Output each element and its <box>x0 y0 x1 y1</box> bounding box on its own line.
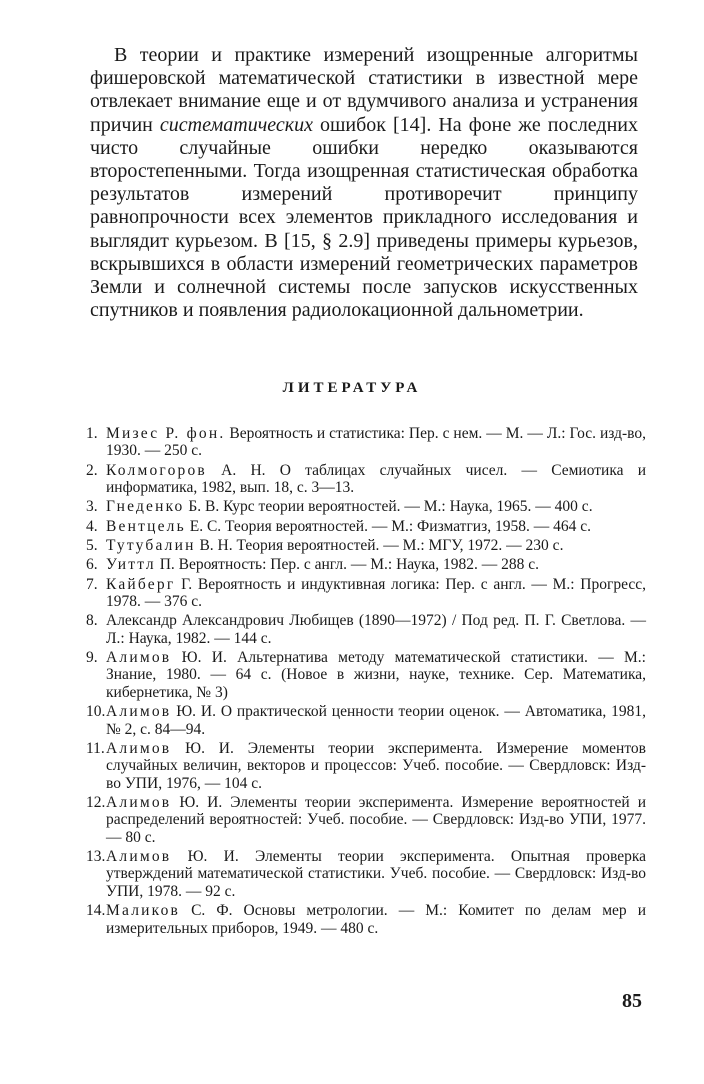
reference-author: Алимов <box>106 848 172 866</box>
reference-body <box>106 794 646 846</box>
reference-list <box>86 425 646 939</box>
reference-number: 6. <box>86 556 98 574</box>
reference-body <box>106 425 646 460</box>
reference-author: Алимов <box>106 793 172 811</box>
reference-author: Колмогоров <box>106 461 207 479</box>
reference-body <box>106 703 646 738</box>
reference-body <box>106 537 646 554</box>
reference-number: 13. <box>86 848 106 866</box>
reference-number: 8. <box>86 612 98 630</box>
reference-author: Кайберг <box>106 575 176 593</box>
reference-text: Ю. И. Альтернатива методу математической статистики. — М.: Знание, 1980. — 64 с. (Новое в жизни, науке, технике. Сер. Математика, кибернетика, № 3) <box>106 649 646 701</box>
reference-item <box>86 537 646 554</box>
reference-body <box>106 612 646 647</box>
reference-author: Вентцель <box>106 517 186 535</box>
reference-body <box>106 576 646 611</box>
reference-body <box>106 649 646 701</box>
reference-body <box>106 556 646 573</box>
reference-text: С. Ф. Основы метрологии. — М.: Комитет по делам мер и измерительных приборов, 1949. — 480 с. <box>106 902 646 937</box>
reference-author: Алимов <box>106 703 172 721</box>
reference-author: Мизес Р. фон. <box>106 425 226 442</box>
reference-number: 2. <box>86 461 98 479</box>
reference-text: Ю. И. Элементы теории эксперимента. Измерение моментов случайных величин, векторов и процессов: Учеб. пособие. — Свердловск: Изд-во УПИ, 1976, — 104 с. <box>106 739 646 792</box>
reference-number: 4. <box>86 517 98 535</box>
reference-item <box>86 902 646 937</box>
reference-author: Тутубалин <box>106 537 196 554</box>
reference-text: В. Н. Теория вероятностей. — М.: МГУ, 1972. — 230 с. <box>195 537 564 554</box>
reference-item <box>86 518 646 535</box>
reference-number: 10. <box>86 703 106 721</box>
paragraph-italic: систематических <box>159 113 313 136</box>
reference-number: 1. <box>86 425 98 442</box>
reference-author: Алимов <box>106 649 172 666</box>
reference-author: Алимов <box>106 739 172 757</box>
reference-number: 7. <box>86 575 98 593</box>
reference-text: Ю. И. О практической ценности теории оценок. — Автоматика, 1981, № 2, с. 84—94. <box>106 703 646 738</box>
reference-text: Г. Вероятность и индуктивная логика: Пер. с англ. — М.: Прогресс, 1978. — 376 с. <box>106 575 646 610</box>
reference-item <box>86 703 646 738</box>
reference-text: Ю. И. Элементы теории эксперимента. Опытная проверка утверждений математической статистики. Учеб. пособие. — Свердловск: Изд-во УПИ, 1978. — 92 с. <box>106 848 646 900</box>
reference-text: Ю. И. Элементы теории эксперимента. Измерение вероятностей и распределений вероятностей: Учеб. пособие. — Свердловск: Изд-во УПИ, 1977. — 80 с. <box>106 793 646 846</box>
reference-text: Е. С. Теория вероятностей. — М.: Физматгиз, 1958. — 464 с. <box>185 517 591 535</box>
reference-item <box>86 649 646 701</box>
reference-number: 5. <box>86 537 98 554</box>
reference-text: Б. В. Курс теории вероятностей. — М.: Наука, 1965. — 400 с. <box>184 498 593 516</box>
reference-body <box>106 848 646 900</box>
references-heading: ЛИТЕРАТУРА <box>282 380 422 396</box>
reference-item <box>86 612 646 647</box>
reference-item <box>86 425 646 460</box>
paragraph-text-start: В теории и практике измерений изощренные алгоритмы фишеровской математической статистики в известной мере отвлекает внимание еще и от вдумчивого анализа и устранения причин <box>90 44 638 136</box>
reference-number: 3. <box>86 498 98 516</box>
reference-item <box>86 576 646 611</box>
reference-number: 12. <box>86 793 106 811</box>
reference-body <box>106 462 646 497</box>
reference-text: П. Вероятность: Пер. с англ. — М.: Наука, 1982. — 288 с. <box>155 556 540 574</box>
body-paragraph <box>90 44 638 322</box>
reference-number: 9. <box>86 649 98 666</box>
reference-body <box>106 498 646 515</box>
reference-author: Гнеденко <box>106 498 185 516</box>
reference-item <box>86 794 646 846</box>
reference-item <box>86 498 646 515</box>
paragraph-text-end: ошибок [14]. На фоне же последних чисто случайные ошибки нередко оказываются второстепенными. Тогда изощренная статистическая обработка результатов измерений противоречит принципу равнопрочности всех элементов прикладного исследования и выглядит курьезом. В [15, § 2.9] приведены примеры курьезов, вскрывшихся в области измерений геометрических параметров Земли и солнечной системы после запусков искусственных спутников и появления радиолокационной дальнометрии. <box>90 113 638 322</box>
reference-body <box>106 518 646 535</box>
reference-text: Александр Александрович Любищев (1890—1972) / Под ред. П. Г. Светлова. — Л.: Наука, 1982. — 144 с. <box>106 612 646 647</box>
reference-body <box>106 740 646 792</box>
reference-item <box>86 848 646 900</box>
page-number: 85 <box>622 990 642 1012</box>
reference-number: 14. <box>86 902 106 920</box>
reference-item <box>86 556 646 573</box>
reference-item <box>86 462 646 497</box>
reference-author: Маликов <box>106 902 181 920</box>
reference-text: А. Н. О таблицах случайных чисел. — Семиотика и информатика, 1982, вып. 18, с. 3—13. <box>106 461 646 497</box>
reference-body <box>106 902 646 937</box>
reference-item <box>86 740 646 792</box>
reference-author: Уиттл <box>106 556 156 574</box>
reference-text: Вероятность и статистика: Пер. с нем. — М. — Л.: Гос. изд-во, 1930. — 250 с. <box>106 425 646 460</box>
reference-number: 11. <box>86 739 105 757</box>
